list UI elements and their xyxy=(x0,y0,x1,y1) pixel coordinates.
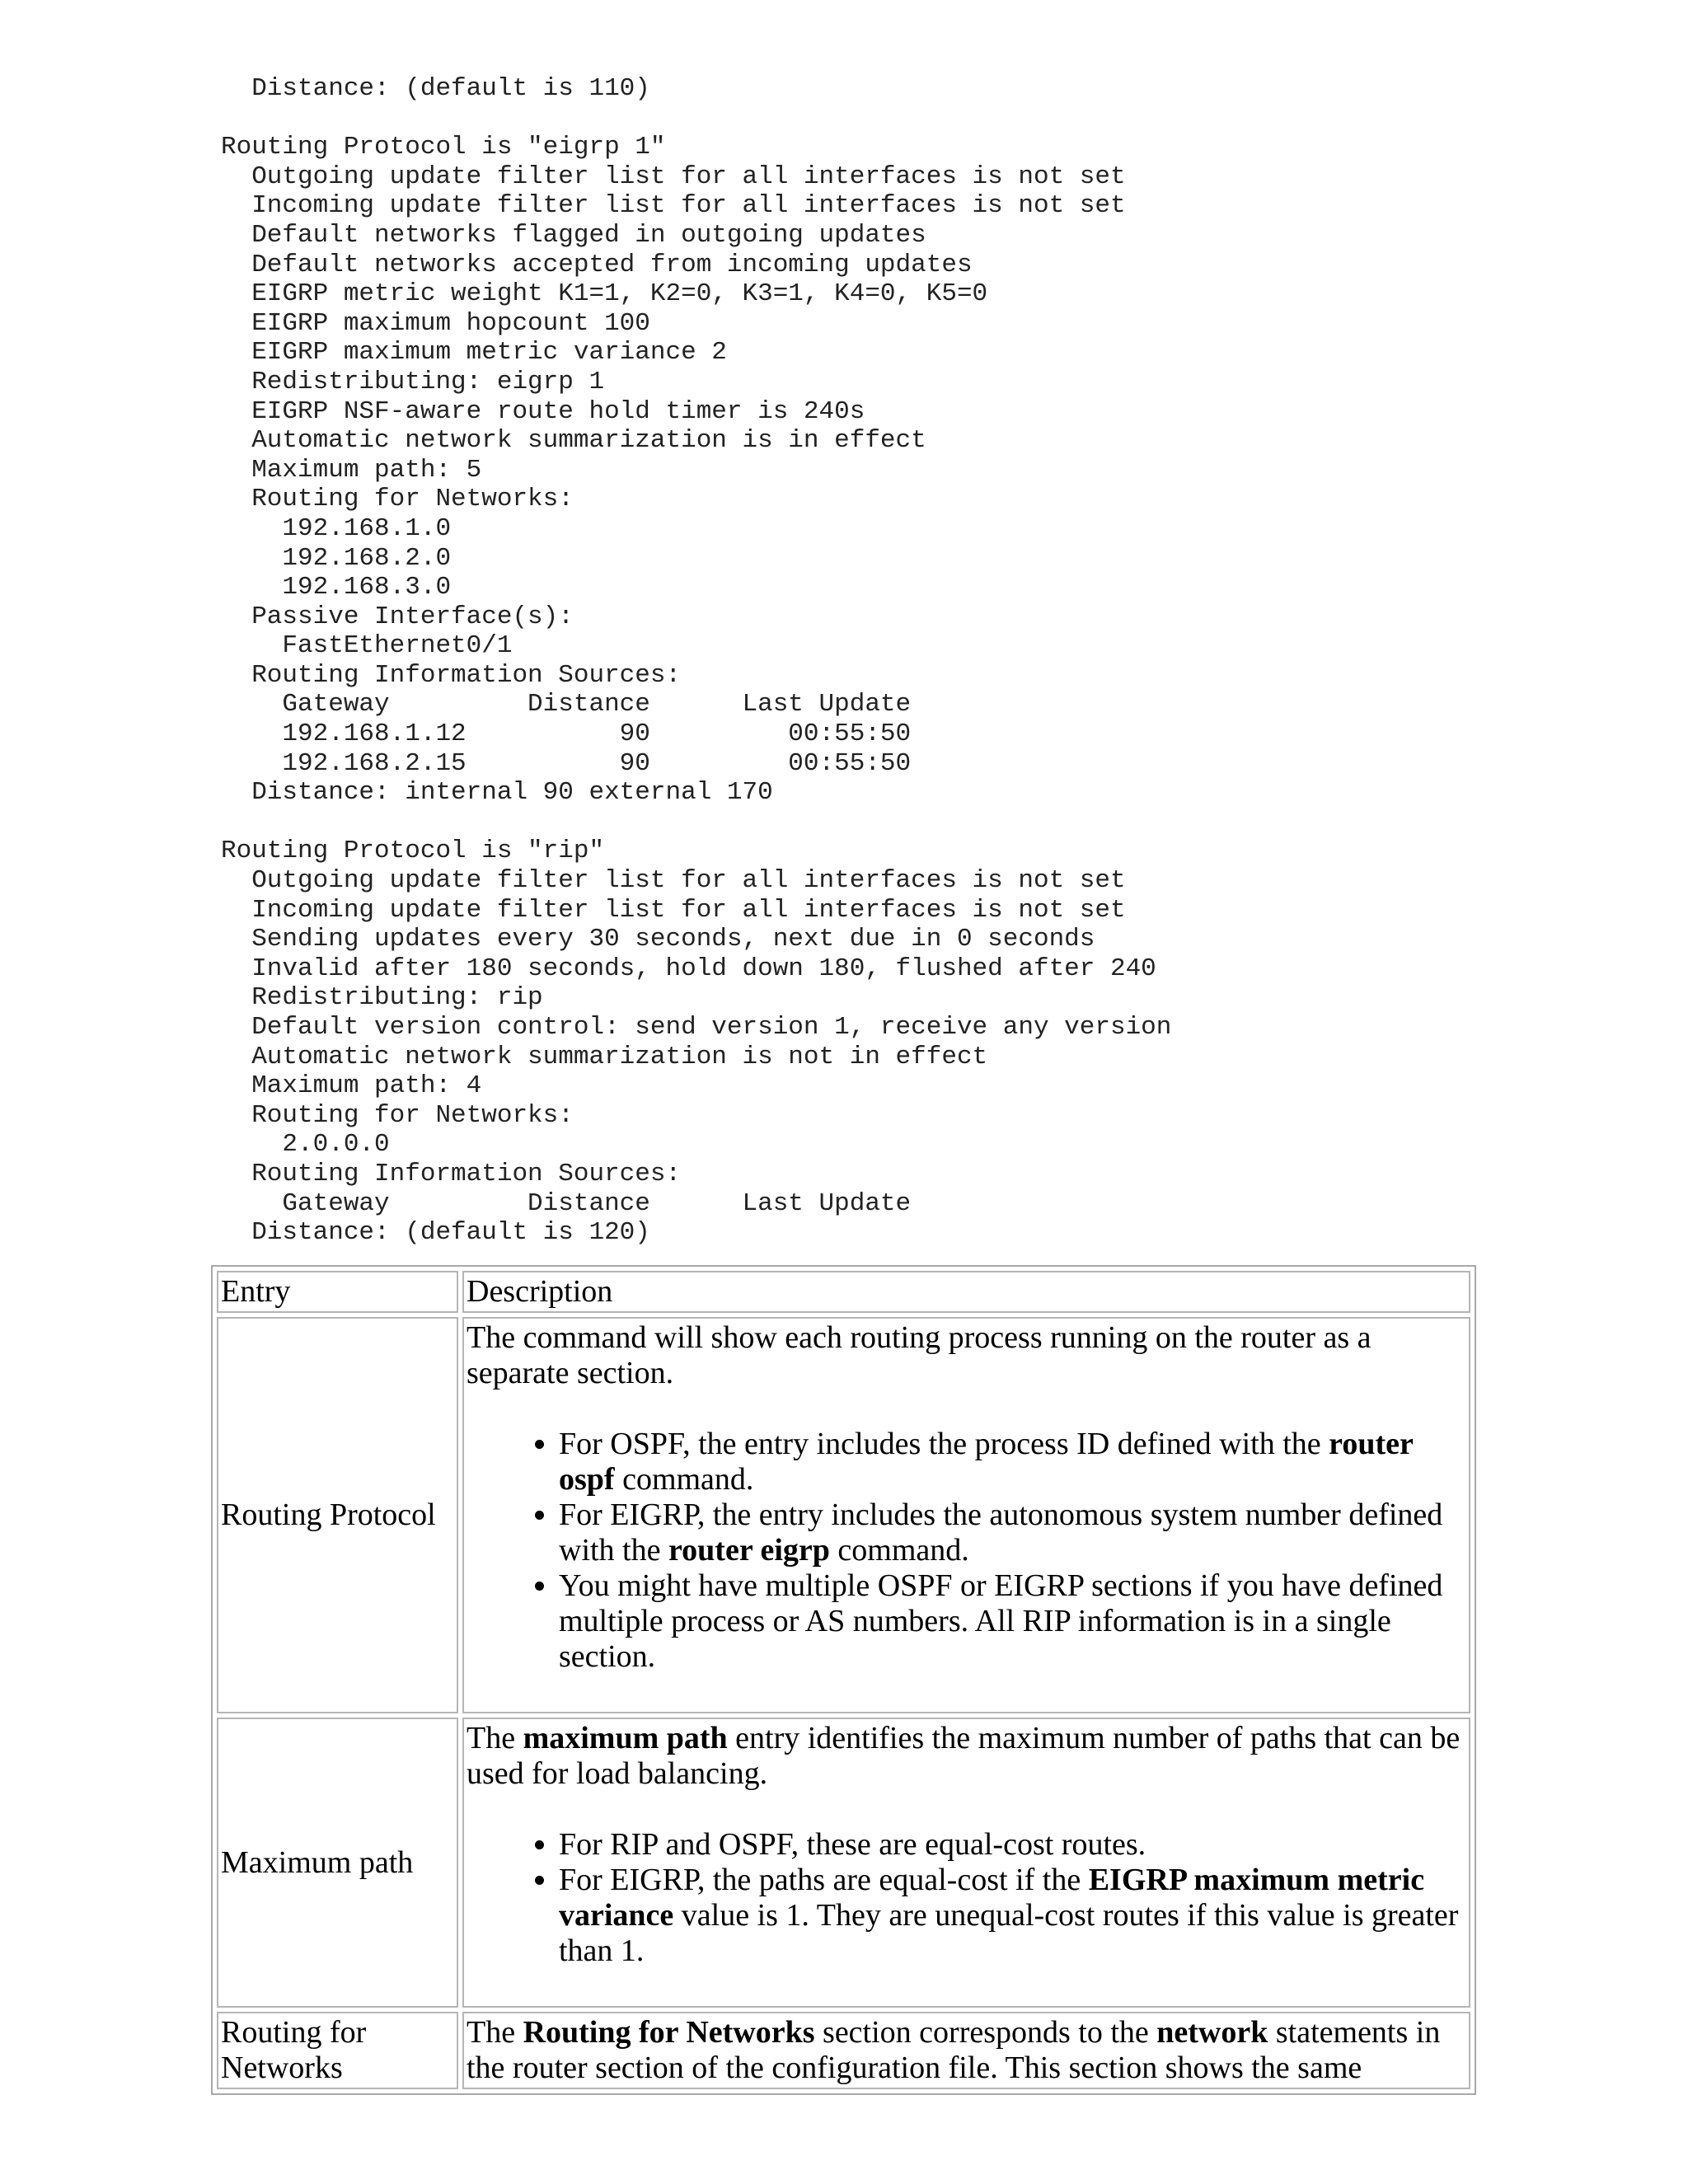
description-table xyxy=(211,1265,1476,2095)
output-line: Passive Interface(s): xyxy=(221,602,574,631)
description-routing-for-networks xyxy=(462,2012,1470,2089)
output-line: 192.168.1.0 xyxy=(221,513,452,543)
output-line: EIGRP NSF-aware route hold timer is 240s xyxy=(221,396,865,426)
description-intro: The command will show each routing process running on the router as a separate section. xyxy=(467,1320,1372,1390)
output-line: Distance: (default is 120) xyxy=(221,1218,650,1248)
bullet-item: • For EIGRP, the entry includes the autonomous system number defined with the router eigrp command. xyxy=(559,1497,1466,1568)
output-line: EIGRP metric weight K1=1, K2=0, K3=1, K4=0, K5=0 xyxy=(221,279,988,309)
table-header-row xyxy=(217,1271,1470,1313)
output-line: Gateway Distance Last Update xyxy=(221,690,912,719)
entry-routing-for-networks: Routing for Networks xyxy=(217,2012,458,2089)
output-line: Invalid after 180 seconds, hold down 180, flushed after 240 xyxy=(221,954,1156,983)
output-line: Redistributing: eigrp 1 xyxy=(221,367,605,396)
output-line: Sending updates every 30 seconds, next due in 0 seconds xyxy=(221,925,1095,954)
description-maximum-path xyxy=(462,1718,1470,2008)
output-line: Gateway Distance Last Update xyxy=(221,1188,912,1218)
output-line: EIGRP maximum hopcount 100 xyxy=(221,308,650,338)
output-line: 192.168.2.15 90 00:55:50 xyxy=(221,748,912,778)
output-line: Routing Information Sources: xyxy=(221,1159,682,1188)
output-line xyxy=(221,808,1171,837)
output-line: Routing Protocol is "rip" xyxy=(221,837,605,866)
output-line: Default version control: send version 1, receive any version xyxy=(221,1013,1172,1042)
output-line: Maximum path: 5 xyxy=(221,455,482,485)
output-line: Distance: (default is 110) xyxy=(221,74,650,103)
bullet-list xyxy=(467,1427,1466,1675)
output-line: Maximum path: 4 xyxy=(221,1071,482,1101)
output-line: Routing for Networks: xyxy=(221,1100,574,1130)
description-routing-protocol xyxy=(462,1317,1470,1713)
output-line: Outgoing update filter list for all interfaces is not set xyxy=(221,162,1126,191)
output-line: Incoming update filter list for all interfaces is not set xyxy=(221,191,1126,221)
output-line: Default networks flagged in outgoing updates xyxy=(221,220,926,250)
table-row xyxy=(217,1317,1470,1713)
header-entry: Entry xyxy=(217,1271,458,1313)
table-row xyxy=(217,2012,1470,2089)
output-line: Automatic network summarization is in effect xyxy=(221,426,926,456)
output-line: 2.0.0.0 xyxy=(221,1130,390,1160)
output-line: Automatic network summarization is not in effect xyxy=(221,1042,988,1071)
bullet-list xyxy=(467,1827,1466,1969)
output-line: EIGRP maximum metric variance 2 xyxy=(221,338,727,368)
table-row xyxy=(217,1718,1470,2008)
output-line: Outgoing update filter list for all interfaces is not set xyxy=(221,866,1126,896)
output-line: Incoming update filter list for all interfaces is not set xyxy=(221,895,1126,925)
output-line: 192.168.1.12 90 00:55:50 xyxy=(221,719,912,749)
output-line: Default networks accepted from incoming updates xyxy=(221,250,973,279)
output-line: 192.168.3.0 xyxy=(221,573,452,602)
entry-routing-protocol: Routing Protocol xyxy=(217,1317,458,1713)
output-line: 192.168.2.0 xyxy=(221,543,452,573)
description-intro: The maximum path entry identifies the maximum number of paths that can be used for load balancing. xyxy=(467,1721,1461,1791)
output-line: Routing Information Sources: xyxy=(221,660,682,690)
output-line: Redistributing: rip xyxy=(221,983,543,1013)
entry-maximum-path: Maximum path xyxy=(217,1718,458,2008)
output-line: Distance: internal 90 external 170 xyxy=(221,778,773,808)
command-output xyxy=(221,74,1171,1248)
header-description: Description xyxy=(462,1271,1470,1313)
bullet-item: • You might have multiple OSPF or EIGRP sections if you have defined multiple process or AS numbers. All RIP information is in a single section. xyxy=(559,1568,1466,1675)
output-line: Routing for Networks: xyxy=(221,485,574,514)
description-intro: The Routing for Networks section corresponds to the network statements in the router section of the configuration file. This section shows the same xyxy=(467,2015,1441,2085)
output-line: Routing Protocol is "eigrp 1" xyxy=(221,133,666,162)
output-line xyxy=(221,104,1171,134)
bullet-item: • For RIP and OSPF, these are equal-cost routes. xyxy=(559,1827,1466,1863)
output-line: FastEthernet0/1 xyxy=(221,631,513,661)
bullet-item: • For OSPF, the entry includes the process ID defined with the router ospf command. xyxy=(559,1427,1466,1497)
bullet-item: • For EIGRP, the paths are equal-cost if the EIGRP maximum metric variance value is 1. They are unequal-cost routes if this value is greater than 1. xyxy=(559,1863,1466,1969)
